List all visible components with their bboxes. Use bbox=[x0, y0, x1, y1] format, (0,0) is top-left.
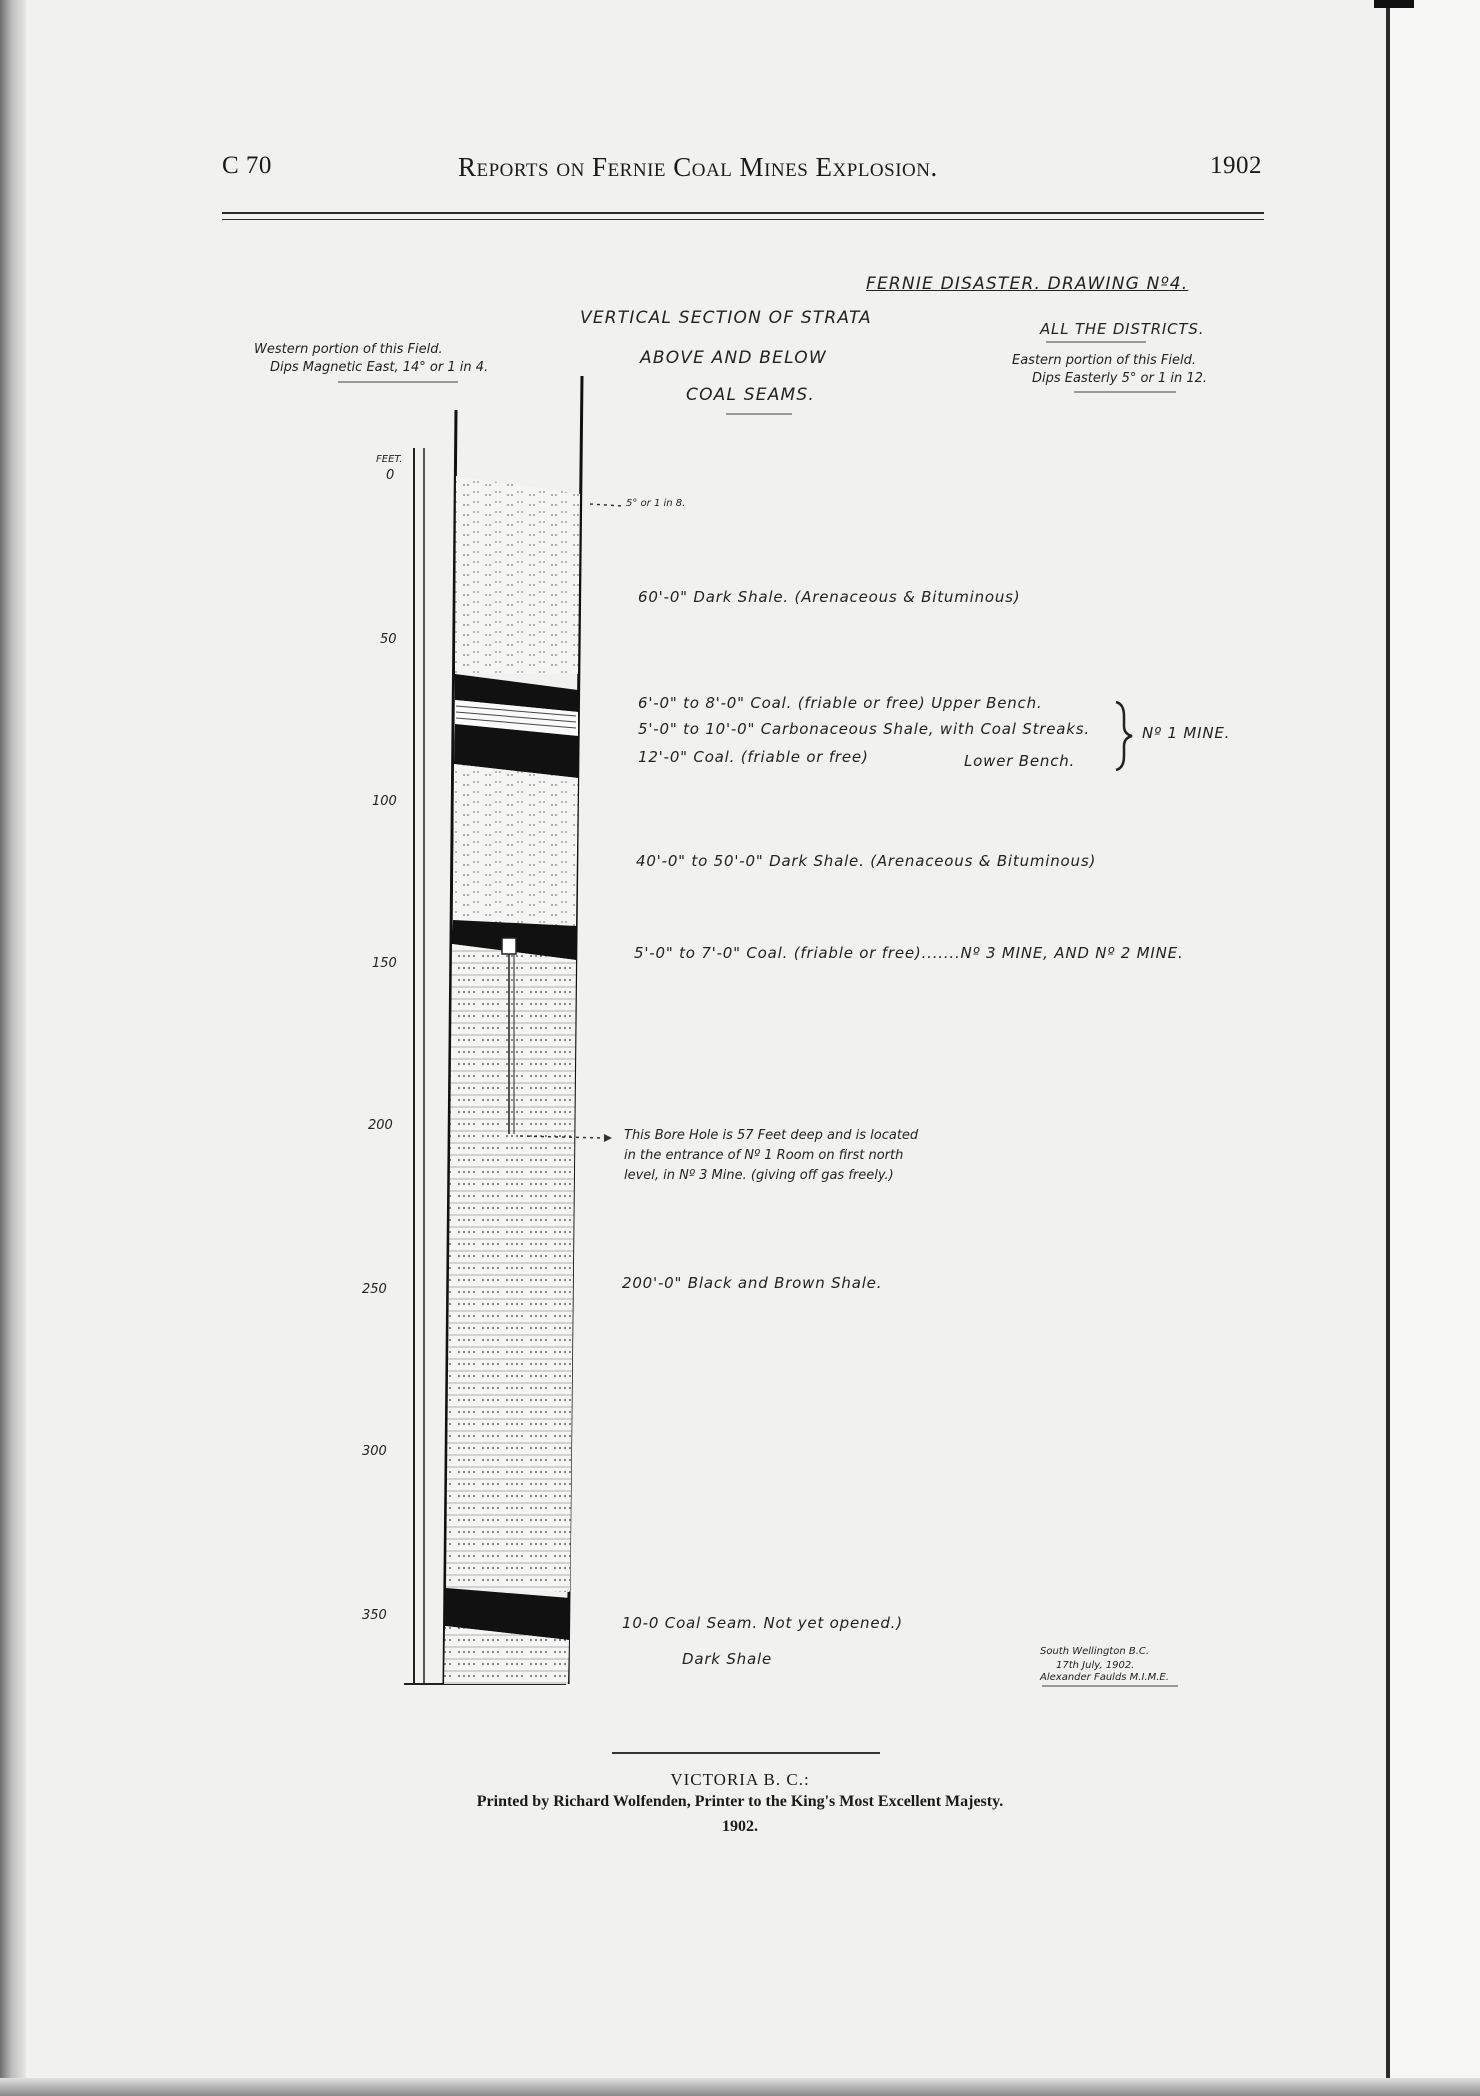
west-note-line-1: Western portion of this Field. bbox=[254, 342, 443, 357]
page-number: C 70 bbox=[222, 152, 272, 179]
footer-year: 1902. bbox=[722, 1818, 758, 1835]
page-year: 1902 bbox=[1210, 152, 1262, 179]
stratum-label-3: 5'-0" to 10'-0" Carbonaceous Shale, with Coal Streaks. bbox=[638, 720, 1090, 738]
scale-tick-300: 300 bbox=[362, 1444, 387, 1459]
scale-tick-50: 50 bbox=[380, 632, 397, 647]
stratum-label-2: 6'-0" to 8'-0" Coal. (friable or free) Upper Bench. bbox=[638, 694, 1043, 712]
east-note-line-1: Eastern portion of this Field. bbox=[1012, 353, 1196, 368]
districts-label: ALL THE DISTRICTS. bbox=[1040, 320, 1205, 338]
scale-tick-0: 0 bbox=[386, 468, 395, 483]
section-title-line-2: ABOVE AND BELOW bbox=[640, 348, 827, 368]
east-note-line-2: Dips Easterly 5° or 1 in 12. bbox=[1032, 371, 1208, 386]
dip-note: 5° or 1 in 8. bbox=[626, 498, 686, 509]
scale-tick-100: 100 bbox=[372, 794, 397, 809]
footer-place: VICTORIA B. C.: bbox=[670, 1770, 810, 1789]
signature-line-3: Alexander Faulds M.I.M.E. bbox=[1040, 1672, 1169, 1683]
bore-hole-mouth bbox=[502, 938, 516, 954]
bore-note-line-1: This Bore Hole is 57 Feet deep and is located bbox=[624, 1128, 919, 1143]
signature-line-2: 17th July, 1902. bbox=[1056, 1660, 1135, 1671]
footer-rule bbox=[612, 1752, 880, 1754]
scale-tick-250: 250 bbox=[362, 1282, 387, 1297]
mine-brace bbox=[1116, 702, 1132, 770]
stratum-label-8: 200'-0" Black and Brown Shale. bbox=[622, 1274, 883, 1292]
west-note-line-2: Dips Magnetic East, 14° or 1 in 4. bbox=[270, 360, 489, 375]
page-title: Reports on Fernie Coal Mines Explosion. bbox=[458, 152, 938, 182]
section-title-line-3: COAL SEAMS. bbox=[686, 385, 815, 405]
bore-note-line-3: level, in Nº 3 Mine. (giving off gas freely.) bbox=[624, 1168, 894, 1183]
stratum-label-9: 10-0 Coal Seam. Not yet opened.) bbox=[622, 1614, 903, 1632]
scale-tick-150: 150 bbox=[372, 956, 397, 971]
stratum-label-7: 5'-0" to 7'-0" Coal. (friable or free).......Nº 3 MINE, AND Nº 2 MINE. bbox=[634, 944, 1184, 962]
footer-printer: Printed by Richard Wolfenden, Printer to the King's Most Excellent Majesty. bbox=[476, 1793, 1004, 1810]
scale-unit-label: FEET. bbox=[376, 454, 403, 465]
stratum-middle-dark-shale bbox=[453, 764, 578, 926]
dip-leader bbox=[590, 504, 622, 506]
stratum-label-6: 40'-0" to 50'-0" Dark Shale. (Arenaceous & Bituminous) bbox=[636, 852, 1097, 870]
stratum-label-4: 12'-0" Coal. (friable or free) bbox=[638, 748, 869, 766]
stratum-black-brown-shale bbox=[446, 944, 576, 1592]
section-title-line-1: VERTICAL SECTION OF STRATA bbox=[580, 308, 872, 328]
stratum-label-5: Lower Bench. bbox=[964, 752, 1076, 770]
stratum-label-10: Dark Shale bbox=[682, 1650, 772, 1668]
stratum-top-dark-shale bbox=[455, 476, 580, 674]
stratum-label-1: 60'-0" Dark Shale. (Arenaceous & Bituminous) bbox=[638, 588, 1021, 606]
signature-line-1: South Wellington B.C. bbox=[1040, 1646, 1150, 1657]
scale-tick-200: 200 bbox=[368, 1118, 393, 1133]
scale-tick-350: 350 bbox=[362, 1608, 387, 1623]
bore-note-arrowhead bbox=[604, 1134, 612, 1142]
mine-label: Nº 1 MINE. bbox=[1142, 724, 1231, 742]
bore-note-line-2: in the entrance of Nº 1 Room on first north bbox=[624, 1148, 904, 1163]
drawing-title: FERNIE DISASTER. DRAWING Nº4. bbox=[866, 274, 1189, 294]
